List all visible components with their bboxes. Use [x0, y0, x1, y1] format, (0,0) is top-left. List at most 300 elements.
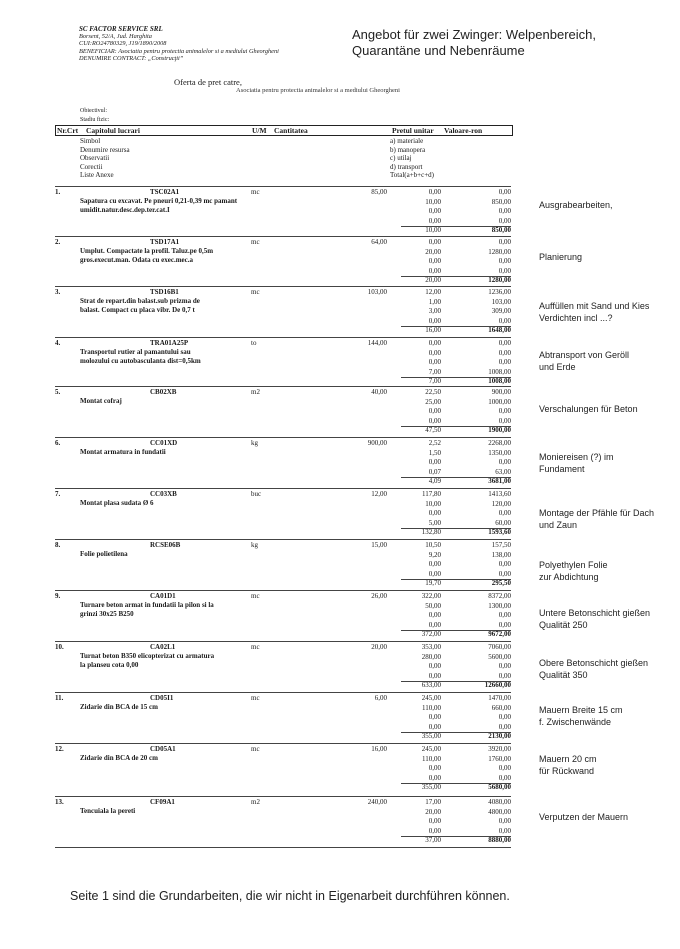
row-value: 0,00 — [498, 207, 511, 215]
row-value: 103,00 — [491, 297, 511, 306]
row-number: 8. — [55, 541, 61, 549]
row-value: 8372,00 — [488, 592, 511, 600]
row-value: 1008,00 — [488, 377, 511, 385]
handwritten-note-line: Mauern 20 cm — [539, 754, 597, 764]
row-unit: mc — [251, 238, 260, 246]
row-value: 12660,00 — [484, 681, 511, 689]
row-description-line: Zidarie din BCA de 20 cm — [80, 754, 158, 762]
row-divider — [55, 590, 511, 591]
row-value: 0,00 — [498, 764, 511, 772]
row-value: 63,00 — [495, 467, 511, 476]
row-value: 850,00 — [491, 226, 511, 234]
row-unit-price: 50,00 — [425, 601, 441, 610]
row-value: 1280,00 — [488, 247, 511, 256]
table-row — [55, 641, 511, 691]
table-row — [55, 692, 511, 742]
row-number: 9. — [55, 592, 61, 600]
row-value: 1900,00 — [488, 426, 511, 434]
row-code: CD05I1 — [150, 694, 174, 702]
handwritten-note-line: Planierung — [539, 252, 583, 262]
row-unit-price: 633,00 — [421, 681, 441, 689]
handwritten-note — [539, 704, 623, 728]
handwritten-note — [539, 451, 614, 475]
row-value: 0,00 — [498, 713, 511, 721]
row-unit-price: 0,00 — [428, 257, 441, 265]
handwritten-note-line: Polyethylen Folie — [539, 560, 608, 570]
row-unit-price: 0,00 — [428, 216, 441, 225]
row-description-line: Montat cofraj — [80, 397, 122, 405]
company-line: CUI:RO24780329, J19/1890/2008 — [79, 40, 167, 48]
row-description — [80, 807, 135, 816]
row-value: 0,00 — [498, 817, 511, 825]
row-code: CF09A1 — [150, 798, 175, 806]
row-code: TSD17A1 — [150, 238, 180, 246]
offer-title: Oferta de pret catre, — [174, 77, 242, 87]
row-unit-price: 1,00 — [428, 297, 441, 306]
row-description — [80, 448, 166, 457]
row-unit-price: 0,00 — [428, 611, 441, 619]
handwritten-note-line: Fundament — [539, 464, 585, 474]
row-quantity: 15,00 — [371, 541, 387, 549]
handwritten-note — [539, 199, 613, 211]
row-divider — [55, 692, 511, 693]
row-unit-price: 2,52 — [428, 439, 441, 447]
col-nr: Nr.Crt — [57, 126, 79, 135]
row-value: 0,00 — [498, 560, 511, 568]
row-description — [80, 397, 122, 406]
table-row — [55, 337, 511, 387]
row-value: 1593,60 — [488, 528, 511, 536]
row-unit-price: 0,00 — [428, 620, 441, 629]
row-description-line: gros.execut.man. Odata cu exec.mec.a — [80, 255, 194, 264]
row-value: 0,00 — [498, 826, 511, 835]
row-value: 0,00 — [498, 611, 511, 619]
row-unit-price: 0,00 — [428, 764, 441, 772]
table-row — [55, 796, 511, 846]
handwritten-note — [539, 607, 650, 631]
row-number: 12. — [55, 745, 64, 753]
row-description-line: balast. Compact cu placa vibr. De 0,7 t — [80, 305, 195, 314]
row-code: CA02L1 — [150, 643, 176, 651]
handwritten-note — [539, 507, 654, 531]
row-unit-price: 372,00 — [421, 630, 441, 638]
row-description — [80, 297, 200, 314]
row-unit-price: 0,00 — [428, 207, 441, 215]
row-unit-price: 0,00 — [428, 817, 441, 825]
row-code: CC03XB — [150, 490, 177, 498]
row-unit-price: 245,00 — [421, 745, 441, 753]
row-value: 1470,00 — [488, 694, 511, 702]
row-value: 2130,00 — [488, 732, 511, 740]
row-unit-price: 17,00 — [425, 798, 441, 806]
row-number: 6. — [55, 439, 61, 447]
row-unit-price: 0,00 — [428, 773, 441, 782]
row-divider — [55, 186, 511, 187]
row-unit-price: 0,07 — [428, 467, 441, 476]
row-unit-price: 0,00 — [428, 509, 441, 517]
row-description-line: Montat armatura in fundatii — [80, 448, 166, 456]
handwritten-note-line: und Zaun — [539, 520, 578, 530]
row-value: 1350,00 — [488, 448, 511, 457]
row-description-line: Sapatura cu excavat. Pe pneuri 0,21-0,39 mc pamant — [80, 197, 238, 205]
row-unit-price: 353,00 — [421, 643, 441, 651]
row-value: 1760,00 — [488, 754, 511, 763]
col-cantitatea: Cantitatea — [274, 126, 308, 135]
row-code: CB02XB — [150, 388, 177, 396]
row-value: 9672,00 — [488, 630, 511, 638]
row-description — [80, 348, 201, 365]
row-unit-price: 1,50 — [428, 448, 441, 457]
row-unit-price: 25,00 — [425, 397, 441, 406]
row-unit-price: 10,00 — [425, 226, 441, 234]
handwritten-note-line: Obere Betonschicht gießen — [539, 658, 649, 668]
row-number: 2. — [55, 238, 61, 246]
row-quantity: 12,00 — [371, 490, 387, 498]
handwritten-note-line: zur Abdichtung — [539, 572, 599, 582]
row-value: 0,00 — [498, 569, 511, 578]
total-underline — [401, 528, 511, 529]
row-unit-price: 7,00 — [428, 367, 441, 376]
handwritten-note-line: Mauern Breite 15 cm — [539, 705, 623, 715]
row-code: CD05A1 — [150, 745, 176, 753]
row-unit-price: 0,00 — [428, 316, 441, 325]
row-unit: mc — [251, 592, 260, 600]
row-description-line: Zidarie din BCA de 15 cm — [80, 703, 158, 711]
col-pret: Pretul unitar — [392, 126, 434, 135]
row-description — [80, 754, 158, 763]
total-underline — [401, 630, 511, 631]
row-description-line: Turnare beton armat in fundatii la pilon si la — [80, 601, 214, 609]
row-value: 4080,00 — [488, 798, 511, 806]
row-unit-price: 9,20 — [428, 550, 441, 559]
row-value: 8880,00 — [488, 836, 511, 844]
row-value: 5600,00 — [488, 652, 511, 661]
legend-right: a) materiale b) manopera c) utilaj d) transport Total(a+b+c+d) — [390, 137, 435, 179]
row-unit-price: 16,00 — [425, 326, 441, 334]
handwritten-note-line: für Rückwand — [539, 766, 595, 776]
row-unit-price: 0,00 — [428, 722, 441, 731]
row-unit-price: 5,00 — [428, 518, 441, 527]
handwritten-note — [539, 300, 649, 324]
obiectiv-label: Obiectivul: — [80, 108, 107, 114]
row-divider — [55, 641, 511, 642]
handwritten-note-line: Verdichten incl ...? — [539, 313, 613, 323]
row-unit-price: 10,00 — [425, 197, 441, 206]
row-unit-price: 355,00 — [421, 732, 441, 740]
handwritten-note-line: Untere Betonschicht gießen — [539, 608, 651, 618]
row-unit: kg — [251, 439, 258, 447]
row-description-line: la planseu cota 0,00 — [80, 660, 139, 669]
row-unit: mc — [251, 288, 260, 296]
row-unit-price: 0,00 — [428, 662, 441, 670]
row-number: 13. — [55, 798, 64, 806]
row-unit-price: 37,00 — [425, 836, 441, 844]
row-quantity: 900,00 — [367, 439, 387, 447]
handwritten-note — [539, 657, 648, 681]
row-value: 0,00 — [498, 316, 511, 325]
row-value: 0,00 — [498, 339, 511, 347]
company-line: SC FACTOR SERVICE SRL — [79, 25, 163, 33]
handwritten-note-line: Auffüllen mit Sand und Kies — [539, 301, 650, 311]
row-value: 850,00 — [491, 197, 511, 206]
total-underline — [401, 276, 511, 277]
row-code: TSC02A1 — [150, 188, 180, 196]
row-number: 1. — [55, 188, 61, 196]
total-underline — [401, 477, 511, 478]
total-underline — [401, 426, 511, 427]
row-unit-price: 20,00 — [425, 807, 441, 816]
handwritten-note-line: f. Zwischenwände — [539, 717, 612, 727]
row-unit-price: 117,80 — [422, 490, 441, 498]
company-line: Borsent, 52/A, Jud. Harghita — [79, 33, 152, 41]
handwritten-note — [539, 811, 628, 823]
row-value: 0,00 — [498, 671, 511, 680]
row-description — [80, 247, 213, 264]
row-unit-price: 19,70 — [425, 579, 441, 587]
row-value: 309,00 — [491, 307, 511, 315]
row-value: 1000,00 — [488, 397, 511, 406]
row-unit-price: 0,00 — [428, 560, 441, 568]
company-line: BENEFICIAR: Asociatia pentru protectia animalelor si a mediului Gheorgheni — [79, 47, 279, 55]
row-value: 1008,00 — [488, 367, 511, 376]
row-code: TRA01A25P — [150, 339, 189, 347]
row-quantity: 103,00 — [367, 288, 387, 296]
table-row — [55, 286, 511, 336]
row-unit: mc — [251, 643, 260, 651]
total-underline — [401, 226, 511, 227]
row-description — [80, 499, 154, 508]
row-description-line: Turnat beton B350 elicopterizat cu armatura — [80, 652, 215, 660]
handwritten-note-line: Qualität 350 — [539, 670, 588, 680]
table-row — [55, 539, 511, 589]
row-value: 0,00 — [498, 238, 511, 246]
row-unit-price: 0,00 — [428, 416, 441, 425]
table-row — [55, 386, 511, 436]
row-value: 60,00 — [495, 518, 511, 527]
row-value: 0,00 — [498, 407, 511, 415]
row-divider — [55, 236, 511, 237]
row-unit-price: 110,00 — [422, 703, 441, 712]
row-divider — [55, 488, 511, 489]
col-um: U/M — [252, 126, 267, 135]
table-row — [55, 590, 511, 640]
row-unit: mc — [251, 745, 260, 753]
row-divider — [55, 796, 511, 797]
row-unit: kg — [251, 541, 258, 549]
row-value: 900,00 — [491, 388, 511, 396]
row-number: 10. — [55, 643, 64, 651]
row-divider — [55, 539, 511, 540]
row-value: 4800,00 — [488, 807, 511, 816]
row-description-line: Transportul rutier al pamantului sau — [80, 348, 191, 356]
row-value: 157,50 — [491, 541, 511, 549]
row-unit-price: 0,00 — [428, 458, 441, 466]
row-unit-price: 0,00 — [428, 407, 441, 415]
row-value: 0,00 — [498, 358, 511, 366]
handwritten-note — [539, 753, 597, 777]
row-quantity: 16,00 — [371, 745, 387, 753]
row-quantity: 144,00 — [367, 339, 387, 347]
row-value: 295,50 — [491, 579, 511, 587]
row-unit: to — [251, 339, 257, 347]
row-unit-price: 0,00 — [428, 339, 441, 347]
row-number: 4. — [55, 339, 61, 347]
row-description-line: Tencuiala la pereti — [80, 807, 136, 815]
row-description-line: Strat de repart.din balast.sub prizma de — [80, 297, 200, 305]
total-underline — [401, 681, 511, 682]
row-unit-price: 0,00 — [428, 671, 441, 680]
row-quantity: 85,00 — [371, 188, 387, 196]
row-unit-price: 355,00 — [421, 783, 441, 791]
row-value: 0,00 — [498, 257, 511, 265]
row-number: 11. — [55, 694, 64, 702]
handwritten-note-line: Verschalungen für Beton — [539, 404, 638, 414]
row-unit-price: 47,50 — [425, 426, 441, 434]
row-description-line: Umplut. Compactate la profil. Taluz.pe 0,5m — [80, 247, 214, 255]
total-underline — [401, 326, 511, 327]
row-divider — [55, 743, 511, 744]
row-unit: buc — [251, 490, 262, 498]
row-value: 0,00 — [498, 620, 511, 629]
table-row — [55, 488, 511, 538]
row-value: 0,00 — [498, 509, 511, 517]
row-unit-price: 0,00 — [428, 569, 441, 578]
total-underline — [401, 579, 511, 580]
row-quantity: 20,00 — [371, 643, 387, 651]
total-underline — [401, 836, 511, 837]
company-header — [79, 26, 279, 62]
row-description-line: Montat plasa sudata Ø 6 — [80, 499, 154, 507]
row-code: CA01D1 — [150, 592, 176, 600]
row-code: TSD16B1 — [150, 288, 179, 296]
row-value: 0,00 — [498, 722, 511, 731]
row-unit-price: 0,00 — [428, 266, 441, 275]
row-unit-price: 0,00 — [428, 348, 441, 357]
row-value: 5680,00 — [488, 783, 511, 791]
row-description-line: molozului cu autobasculanta dist=0,5km — [80, 356, 201, 365]
row-code: RCSE06B — [150, 541, 181, 549]
row-description — [80, 197, 237, 214]
row-value: 0,00 — [498, 216, 511, 225]
row-divider — [55, 286, 511, 287]
row-value: 120,00 — [491, 499, 511, 508]
row-unit-price: 0,00 — [428, 188, 441, 196]
handwritten-note-line: und Erde — [539, 362, 576, 372]
row-description-line: Folie polietilena — [80, 550, 128, 558]
handwritten-note-line: Qualität 250 — [539, 620, 588, 630]
row-value: 0,00 — [498, 458, 511, 466]
handwritten-note-line: Verputzen der Mauern — [539, 812, 629, 822]
row-description — [80, 550, 128, 559]
row-description — [80, 652, 214, 669]
row-divider — [55, 437, 511, 438]
row-number: 5. — [55, 388, 61, 396]
row-unit: m2 — [251, 388, 260, 396]
row-unit-price: 20,00 — [425, 247, 441, 256]
row-divider — [55, 386, 511, 387]
col-capitol: Capitolul lucrari — [86, 126, 140, 135]
row-unit-price: 20,00 — [425, 276, 441, 284]
row-unit: mc — [251, 694, 260, 702]
handwritten-note-line: Ausgrabearbeiten, — [539, 200, 613, 210]
handwritten-note — [539, 559, 608, 583]
row-quantity: 26,00 — [371, 592, 387, 600]
row-description-line: grinzi 30x25 B250 — [80, 609, 134, 618]
row-unit: mc — [251, 188, 260, 196]
handwritten-note — [539, 349, 629, 373]
row-value: 1300,00 — [488, 601, 511, 610]
row-value: 1413,60 — [488, 490, 511, 498]
row-value: 1280,00 — [488, 276, 511, 284]
row-unit-price: 0,00 — [428, 826, 441, 835]
row-unit-price: 0,00 — [428, 238, 441, 246]
row-unit-price: 3,00 — [428, 307, 441, 315]
row-quantity: 240,00 — [367, 798, 387, 806]
handwritten-note-line: Abtransport von Geröll — [539, 350, 630, 360]
row-number: 7. — [55, 490, 61, 498]
row-value: 0,00 — [498, 348, 511, 357]
handwritten-note — [539, 403, 638, 415]
row-description — [80, 703, 158, 712]
table-row — [55, 186, 511, 236]
row-value: 0,00 — [498, 416, 511, 425]
row-quantity: 64,00 — [371, 238, 387, 246]
row-code: CC01XD — [150, 439, 178, 447]
row-unit-price: 12,00 — [425, 288, 441, 296]
row-unit-price: 7,00 — [428, 377, 441, 385]
table-header — [55, 125, 513, 136]
table-row — [55, 236, 511, 286]
row-value: 0,00 — [498, 773, 511, 782]
row-description — [80, 601, 214, 618]
company-line: DENUMIRE CONTRACT: „Construcţii” — [79, 54, 184, 62]
row-unit: m2 — [251, 798, 260, 806]
row-value: 0,00 — [498, 266, 511, 275]
handwritten-note-line: Moniereisen (?) im — [539, 452, 614, 462]
footer-note: Seite 1 sind die Grundarbeiten, die wir nicht in Eigenarbeit durchführen können. — [70, 889, 510, 903]
row-value: 7060,00 — [488, 643, 511, 651]
row-unit-price: 110,00 — [422, 754, 441, 763]
total-underline — [401, 377, 511, 378]
row-value: 2268,00 — [488, 439, 511, 447]
row-value: 660,00 — [491, 703, 511, 712]
row-value: 3920,00 — [488, 745, 511, 753]
row-unit-price: 10,00 — [425, 499, 441, 508]
row-unit-price: 4,09 — [428, 477, 441, 485]
offer-subtitle: Asociatia pentru protectia animalelor si a mediului Gheorgheni — [236, 87, 400, 94]
handwritten-note-title: Angebot für zwei Zwinger: Welpenbereich, Quarantäne und Nebenräume — [352, 27, 596, 58]
row-unit-price: 245,00 — [421, 694, 441, 702]
table-row — [55, 743, 511, 793]
row-unit-price: 22,50 — [425, 388, 441, 396]
row-value: 3681,00 — [488, 477, 511, 485]
row-unit-price: 10,50 — [425, 541, 441, 549]
legend-left: Simbol Denumire resursa Observatii Corectii Liste Anexe — [80, 137, 130, 179]
row-value: 0,00 — [498, 662, 511, 670]
row-unit-price: 0,00 — [428, 713, 441, 721]
handwritten-note — [539, 251, 582, 263]
row-quantity: 6,00 — [374, 694, 387, 702]
row-value: 1236,00 — [488, 288, 511, 296]
total-underline — [401, 783, 511, 784]
row-description-line: umidit.natur.desc.dep.ter.cat.I — [80, 205, 170, 214]
row-divider — [55, 337, 511, 338]
handwritten-note-line: Montage der Pfähle für Dach — [539, 508, 655, 518]
row-unit-price: 280,00 — [421, 652, 441, 661]
row-unit-price: 0,00 — [428, 358, 441, 366]
row-value: 1648,00 — [488, 326, 511, 334]
table-end-line — [55, 847, 511, 848]
